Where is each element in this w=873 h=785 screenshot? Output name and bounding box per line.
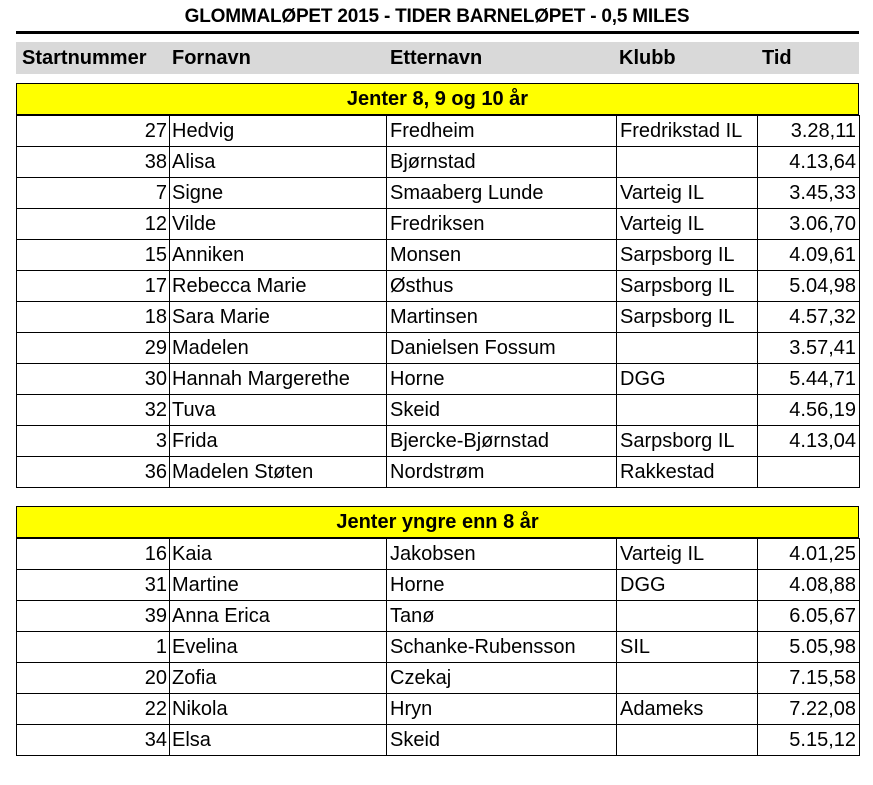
klubb-cell: DGG	[617, 364, 758, 395]
results-table	[16, 538, 860, 756]
table-row	[17, 364, 860, 395]
tid-cell: 4.13,04	[758, 426, 860, 457]
klubb-cell: Varteig IL	[617, 178, 758, 209]
startnummer-cell: 38	[17, 147, 170, 178]
table-row	[17, 426, 860, 457]
tid-cell: 3.45,33	[758, 178, 860, 209]
table-row	[17, 457, 860, 488]
klubb-cell: Adameks	[617, 694, 758, 725]
etternavn-cell: Nordstrøm	[387, 457, 617, 488]
klubb-cell: Sarpsborg IL	[617, 240, 758, 271]
tid-cell: 4.08,88	[758, 570, 860, 601]
klubb-cell	[617, 663, 758, 694]
title-underline	[16, 31, 859, 34]
tid-cell: 3.06,70	[758, 209, 860, 240]
column-header-row	[16, 42, 859, 74]
fornavn-cell: Evelina	[170, 632, 387, 663]
tid-cell: 5.15,12	[758, 725, 860, 756]
startnummer-cell: 39	[17, 601, 170, 632]
startnummer-cell: 15	[17, 240, 170, 271]
startnummer-cell: 7	[17, 178, 170, 209]
etternavn-cell: Fredriksen	[387, 209, 617, 240]
fornavn-cell: Signe	[170, 178, 387, 209]
startnummer-cell: 30	[17, 364, 170, 395]
etternavn-cell: Czekaj	[387, 663, 617, 694]
klubb-cell	[617, 395, 758, 426]
section-jenter-8-10	[16, 83, 859, 488]
klubb-cell: Rakkestad	[617, 457, 758, 488]
fornavn-cell: Rebecca Marie	[170, 271, 387, 302]
fornavn-cell: Alisa	[170, 147, 387, 178]
fornavn-cell: Zofia	[170, 663, 387, 694]
table-row	[17, 333, 860, 364]
startnummer-cell: 18	[17, 302, 170, 333]
table-row	[17, 147, 860, 178]
tid-cell: 5.44,71	[758, 364, 860, 395]
tid-cell: 3.57,41	[758, 333, 860, 364]
etternavn-cell: Monsen	[387, 240, 617, 271]
page-title: GLOMMALØPET 2015 - TIDER BARNELØPET - 0,5 MILES	[184, 6, 690, 27]
klubb-cell: SIL	[617, 632, 758, 663]
table-row	[17, 539, 860, 570]
tid-cell: 6.05,67	[758, 601, 860, 632]
etternavn-cell: Horne	[387, 570, 617, 601]
startnummer-cell: 34	[17, 725, 170, 756]
table-row	[17, 725, 860, 756]
tid-cell: 4.09,61	[758, 240, 860, 271]
etternavn-cell: Hryn	[387, 694, 617, 725]
etternavn-cell: Skeid	[387, 395, 617, 426]
klubb-cell	[617, 147, 758, 178]
klubb-cell	[617, 601, 758, 632]
startnummer-cell: 17	[17, 271, 170, 302]
klubb-cell: Sarpsborg IL	[617, 426, 758, 457]
fornavn-cell: Madelen Støten	[170, 457, 387, 488]
startnummer-cell: 16	[17, 539, 170, 570]
etternavn-cell: Danielsen Fossum	[387, 333, 617, 364]
fornavn-cell: Kaia	[170, 539, 387, 570]
startnummer-cell: 36	[17, 457, 170, 488]
table-row	[17, 116, 860, 147]
startnummer-cell: 29	[17, 333, 170, 364]
klubb-cell: Sarpsborg IL	[617, 271, 758, 302]
table-row	[17, 632, 860, 663]
tid-cell: 3.28,11	[758, 116, 860, 147]
table-row	[17, 395, 860, 426]
tid-cell: 4.13,64	[758, 147, 860, 178]
etternavn-cell: Skeid	[387, 725, 617, 756]
fornavn-cell: Frida	[170, 426, 387, 457]
startnummer-cell: 12	[17, 209, 170, 240]
klubb-cell	[617, 333, 758, 364]
tid-cell: 7.15,58	[758, 663, 860, 694]
fornavn-cell: Anniken	[170, 240, 387, 271]
table-row	[17, 209, 860, 240]
column-header-klubb: Klubb	[619, 47, 676, 69]
table-row	[17, 570, 860, 601]
fornavn-cell: Nikola	[170, 694, 387, 725]
fornavn-cell: Vilde	[170, 209, 387, 240]
klubb-cell: Varteig IL	[617, 539, 758, 570]
column-header-tid: Tid	[762, 47, 792, 69]
tid-cell: 4.56,19	[758, 395, 860, 426]
startnummer-cell: 31	[17, 570, 170, 601]
table-row	[17, 694, 860, 725]
klubb-cell: DGG	[617, 570, 758, 601]
table-row	[17, 663, 860, 694]
etternavn-cell: Jakobsen	[387, 539, 617, 570]
table-row	[17, 240, 860, 271]
etternavn-cell: Bjørnstad	[387, 147, 617, 178]
etternavn-cell: Martinsen	[387, 302, 617, 333]
startnummer-cell: 3	[17, 426, 170, 457]
startnummer-cell: 20	[17, 663, 170, 694]
klubb-cell: Varteig IL	[617, 209, 758, 240]
table-row	[17, 601, 860, 632]
column-header-etternavn: Etternavn	[390, 47, 483, 69]
klubb-cell: Sarpsborg IL	[617, 302, 758, 333]
fornavn-cell: Anna Erica	[170, 601, 387, 632]
tid-cell	[758, 457, 860, 488]
etternavn-cell: Smaaberg Lunde	[387, 178, 617, 209]
fornavn-cell: Tuva	[170, 395, 387, 426]
etternavn-cell: Østhus	[387, 271, 617, 302]
table-row	[17, 302, 860, 333]
etternavn-cell: Tanø	[387, 601, 617, 632]
tid-cell: 4.57,32	[758, 302, 860, 333]
table-row	[17, 178, 860, 209]
klubb-cell: Fredrikstad IL	[617, 116, 758, 147]
klubb-cell	[617, 725, 758, 756]
tid-cell: 4.01,25	[758, 539, 860, 570]
fornavn-cell: Madelen	[170, 333, 387, 364]
fornavn-cell: Hannah Margerethe	[170, 364, 387, 395]
etternavn-cell: Bjercke-Bjørnstad	[387, 426, 617, 457]
section-jenter-yngre-8	[16, 506, 859, 756]
table-row	[17, 271, 860, 302]
section-title: Jenter 8, 9 og 10 år	[16, 83, 859, 115]
etternavn-cell: Fredheim	[387, 116, 617, 147]
tid-cell: 5.04,98	[758, 271, 860, 302]
fornavn-cell: Sara Marie	[170, 302, 387, 333]
startnummer-cell: 1	[17, 632, 170, 663]
section-title: Jenter yngre enn 8 år	[16, 506, 859, 538]
etternavn-cell: Horne	[387, 364, 617, 395]
column-header-fornavn: Fornavn	[172, 47, 251, 69]
fornavn-cell: Hedvig	[170, 116, 387, 147]
tid-cell: 5.05,98	[758, 632, 860, 663]
fornavn-cell: Martine	[170, 570, 387, 601]
startnummer-cell: 32	[17, 395, 170, 426]
column-header-startnummer: Startnummer	[22, 47, 147, 69]
etternavn-cell: Schanke-Rubensson	[387, 632, 617, 663]
startnummer-cell: 27	[17, 116, 170, 147]
results-table	[16, 115, 860, 488]
startnummer-cell: 22	[17, 694, 170, 725]
tid-cell: 7.22,08	[758, 694, 860, 725]
fornavn-cell: Elsa	[170, 725, 387, 756]
